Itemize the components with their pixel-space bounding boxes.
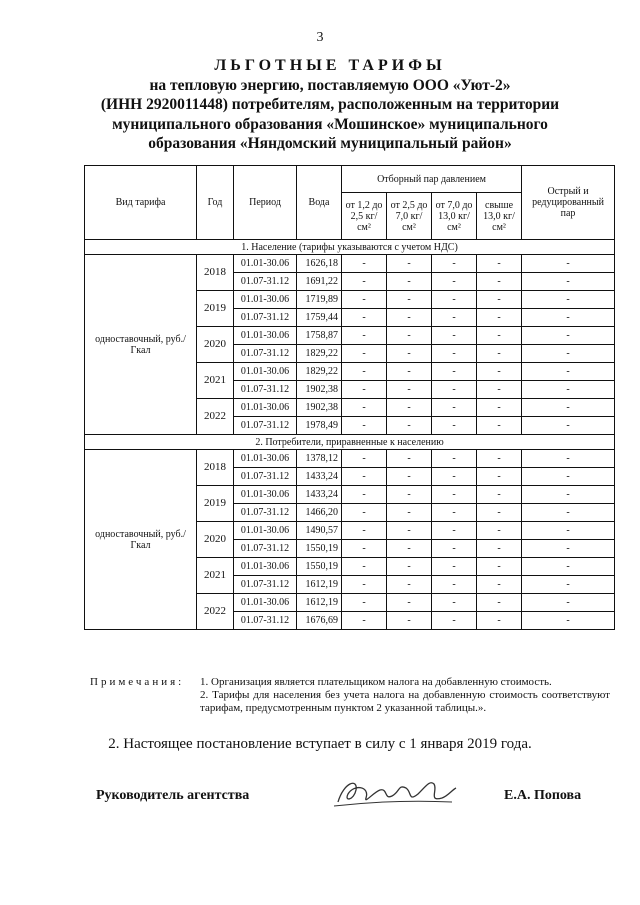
water-tariff-cell: 1433,24 <box>297 468 342 486</box>
steam-tariff-cell: - <box>387 576 432 594</box>
sharp-steam-cell: - <box>522 504 615 522</box>
steam-tariff-cell: - <box>342 468 387 486</box>
steam-tariff-cell: - <box>477 558 522 576</box>
water-tariff-cell: 1490,57 <box>297 522 342 540</box>
water-tariff-cell: 1719,89 <box>297 291 342 309</box>
year-cell: 2018 <box>197 255 234 291</box>
steam-tariff-cell: - <box>477 594 522 612</box>
steam-tariff-cell: - <box>342 327 387 345</box>
water-tariff-cell: 1902,38 <box>297 381 342 399</box>
steam-tariff-cell: - <box>387 345 432 363</box>
tariff-table <box>84 165 615 630</box>
notes-label: Примечания: <box>90 676 185 688</box>
sharp-steam-cell: - <box>522 309 615 327</box>
steam-tariff-cell: - <box>387 612 432 630</box>
header-steam-col: от 2,5 до 7,0 кг/см² <box>387 193 432 240</box>
steam-tariff-cell: - <box>387 504 432 522</box>
handwritten-signature <box>330 772 460 812</box>
steam-tariff-cell: - <box>387 522 432 540</box>
steam-tariff-cell: - <box>342 576 387 594</box>
steam-tariff-cell: - <box>432 558 477 576</box>
period-cell: 01.07-31.12 <box>234 381 297 399</box>
water-tariff-cell: 1691,22 <box>297 273 342 291</box>
steam-tariff-cell: - <box>477 345 522 363</box>
steam-tariff-cell: - <box>387 381 432 399</box>
steam-tariff-cell: - <box>342 504 387 522</box>
water-tariff-cell: 1978,49 <box>297 417 342 435</box>
period-cell: 01.01-30.06 <box>234 327 297 345</box>
water-tariff-cell: 1433,24 <box>297 486 342 504</box>
note-item: 1. Организация является плательщиком налога на добавленную стоимость. <box>200 676 552 688</box>
sharp-steam-cell: - <box>522 486 615 504</box>
steam-tariff-cell: - <box>432 450 477 468</box>
water-tariff-cell: 1378,12 <box>297 450 342 468</box>
steam-tariff-cell: - <box>477 486 522 504</box>
header-steam-col: свыше 13,0 кг/см² <box>477 193 522 240</box>
sharp-steam-cell: - <box>522 417 615 435</box>
period-cell: 01.07-31.12 <box>234 273 297 291</box>
period-cell: 01.07-31.12 <box>234 345 297 363</box>
steam-tariff-cell: - <box>432 327 477 345</box>
steam-tariff-cell: - <box>432 522 477 540</box>
table-row <box>85 450 615 468</box>
year-cell: 2020 <box>197 522 234 558</box>
steam-tariff-cell: - <box>387 363 432 381</box>
section-title: 2. Потребители, приравненные к населению <box>85 435 615 450</box>
sharp-steam-cell: - <box>522 540 615 558</box>
sharp-steam-cell: - <box>522 363 615 381</box>
period-cell: 01.07-31.12 <box>234 417 297 435</box>
steam-tariff-cell: - <box>342 381 387 399</box>
period-cell: 01.01-30.06 <box>234 522 297 540</box>
sharp-steam-cell: - <box>522 291 615 309</box>
sharp-steam-cell: - <box>522 345 615 363</box>
steam-tariff-cell: - <box>342 522 387 540</box>
period-cell: 01.07-31.12 <box>234 540 297 558</box>
period-cell: 01.07-31.12 <box>234 612 297 630</box>
period-cell: 01.07-31.12 <box>234 576 297 594</box>
steam-tariff-cell: - <box>477 273 522 291</box>
sharp-steam-cell: - <box>522 468 615 486</box>
signatory-name: Е.А. Попова <box>504 788 582 803</box>
title-heading: ЛЬГОТНЫЕ ТАРИФЫ <box>214 57 446 74</box>
year-cell: 2020 <box>197 327 234 363</box>
water-tariff-cell: 1466,20 <box>297 504 342 522</box>
year-cell: 2022 <box>197 399 234 435</box>
steam-tariff-cell: - <box>387 273 432 291</box>
sharp-steam-cell: - <box>522 450 615 468</box>
water-tariff-cell: 1612,19 <box>297 576 342 594</box>
steam-tariff-cell: - <box>342 309 387 327</box>
water-tariff-cell: 1758,87 <box>297 327 342 345</box>
header-period: Период <box>234 166 297 240</box>
steam-tariff-cell: - <box>387 291 432 309</box>
steam-tariff-cell: - <box>432 504 477 522</box>
steam-tariff-cell: - <box>432 612 477 630</box>
water-tariff-cell: 1759,44 <box>297 309 342 327</box>
steam-tariff-cell: - <box>477 291 522 309</box>
sharp-steam-cell: - <box>522 399 615 417</box>
title-line-4: муниципального образования «Мошинское» муниципального <box>112 115 548 133</box>
sharp-steam-cell: - <box>522 327 615 345</box>
header-steam-col: от 7,0 до 13,0 кг/см² <box>432 193 477 240</box>
steam-tariff-cell: - <box>432 486 477 504</box>
document-title <box>60 56 600 154</box>
period-cell: 01.07-31.12 <box>234 504 297 522</box>
water-tariff-cell: 1612,19 <box>297 594 342 612</box>
steam-tariff-cell: - <box>477 450 522 468</box>
year-cell: 2019 <box>197 291 234 327</box>
period-cell: 01.07-31.12 <box>234 468 297 486</box>
steam-tariff-cell: - <box>342 594 387 612</box>
steam-tariff-cell: - <box>387 558 432 576</box>
header-water: Вода <box>297 166 342 240</box>
steam-tariff-cell: - <box>342 363 387 381</box>
period-cell: 01.01-30.06 <box>234 594 297 612</box>
page-number: 3 <box>316 30 324 45</box>
steam-tariff-cell: - <box>477 504 522 522</box>
sharp-steam-cell: - <box>522 273 615 291</box>
steam-tariff-cell: - <box>387 255 432 273</box>
steam-tariff-cell: - <box>432 576 477 594</box>
steam-tariff-cell: - <box>432 399 477 417</box>
header-steam-group: Отборный пар давлением <box>342 166 522 193</box>
tariff-type-cell: одноставочный, руб./Гкал <box>85 255 197 435</box>
steam-tariff-cell: - <box>387 309 432 327</box>
steam-tariff-cell: - <box>342 450 387 468</box>
period-cell: 01.01-30.06 <box>234 363 297 381</box>
steam-tariff-cell: - <box>432 345 477 363</box>
steam-tariff-cell: - <box>342 486 387 504</box>
year-cell: 2019 <box>197 486 234 522</box>
period-cell: 01.01-30.06 <box>234 486 297 504</box>
steam-tariff-cell: - <box>342 399 387 417</box>
steam-tariff-cell: - <box>432 381 477 399</box>
steam-tariff-cell: - <box>342 558 387 576</box>
steam-tariff-cell: - <box>477 327 522 345</box>
steam-tariff-cell: - <box>477 522 522 540</box>
decree-text: 2. Настоящее постановление вступает в силу с 1 января 2019 года. <box>108 736 532 752</box>
steam-tariff-cell: - <box>432 468 477 486</box>
steam-tariff-cell: - <box>387 594 432 612</box>
period-cell: 01.01-30.06 <box>234 255 297 273</box>
header-steam-col: от 1,2 до 2,5 кг/см² <box>342 193 387 240</box>
steam-tariff-cell: - <box>342 345 387 363</box>
steam-tariff-cell: - <box>477 363 522 381</box>
steam-tariff-cell: - <box>432 273 477 291</box>
steam-tariff-cell: - <box>432 309 477 327</box>
steam-tariff-cell: - <box>342 255 387 273</box>
notes-items <box>200 676 610 715</box>
steam-tariff-cell: - <box>432 363 477 381</box>
section-title: 1. Население (тарифы указываются с учетом НДС) <box>85 240 615 255</box>
water-tariff-cell: 1829,22 <box>297 345 342 363</box>
sharp-steam-cell: - <box>522 594 615 612</box>
water-tariff-cell: 1902,38 <box>297 399 342 417</box>
water-tariff-cell: 1550,19 <box>297 558 342 576</box>
steam-tariff-cell: - <box>387 486 432 504</box>
header-sharp-steam: Острый и редуцированный пар <box>522 166 615 240</box>
sharp-steam-cell: - <box>522 381 615 399</box>
steam-tariff-cell: - <box>432 417 477 435</box>
water-tariff-cell: 1676,69 <box>297 612 342 630</box>
steam-tariff-cell: - <box>477 255 522 273</box>
tariff-type-cell: одноставочный, руб./Гкал <box>85 450 197 630</box>
sharp-steam-cell: - <box>522 255 615 273</box>
steam-tariff-cell: - <box>342 540 387 558</box>
steam-tariff-cell: - <box>432 291 477 309</box>
steam-tariff-cell: - <box>432 540 477 558</box>
period-cell: 01.01-30.06 <box>234 291 297 309</box>
steam-tariff-cell: - <box>342 417 387 435</box>
water-tariff-cell: 1626,18 <box>297 255 342 273</box>
table-row <box>85 255 615 273</box>
year-cell: 2021 <box>197 363 234 399</box>
steam-tariff-cell: - <box>477 399 522 417</box>
steam-tariff-cell: - <box>387 399 432 417</box>
steam-tariff-cell: - <box>477 540 522 558</box>
title-line-3: (ИНН 2920011448) потребителям, расположенным на территории <box>100 96 560 113</box>
steam-tariff-cell: - <box>342 291 387 309</box>
steam-tariff-cell: - <box>387 450 432 468</box>
header-tariff-type: Вид тарифа <box>85 166 197 240</box>
period-cell: 01.01-30.06 <box>234 450 297 468</box>
period-cell: 01.01-30.06 <box>234 558 297 576</box>
steam-tariff-cell: - <box>342 612 387 630</box>
water-tariff-cell: 1829,22 <box>297 363 342 381</box>
signatory-position: Руководитель агентства <box>96 788 250 803</box>
steam-tariff-cell: - <box>477 381 522 399</box>
year-cell: 2022 <box>197 594 234 630</box>
steam-tariff-cell: - <box>477 417 522 435</box>
steam-tariff-cell: - <box>432 594 477 612</box>
period-cell: 01.01-30.06 <box>234 399 297 417</box>
steam-tariff-cell: - <box>342 273 387 291</box>
steam-tariff-cell: - <box>477 612 522 630</box>
period-cell: 01.07-31.12 <box>234 309 297 327</box>
sharp-steam-cell: - <box>522 522 615 540</box>
sharp-steam-cell: - <box>522 612 615 630</box>
header-year: Год <box>197 166 234 240</box>
steam-tariff-cell: - <box>387 417 432 435</box>
note-item: 2. Тарифы для населения без учета налога на добавленную стоимость соответствуют тарифам, предусмотренным пунктом 2 указанной таблицы.». <box>200 689 610 714</box>
sharp-steam-cell: - <box>522 576 615 594</box>
year-cell: 2021 <box>197 558 234 594</box>
steam-tariff-cell: - <box>432 255 477 273</box>
steam-tariff-cell: - <box>387 540 432 558</box>
water-tariff-cell: 1550,19 <box>297 540 342 558</box>
title-line-5: образования «Няндомский муниципальный район» <box>148 135 512 152</box>
steam-tariff-cell: - <box>387 327 432 345</box>
steam-tariff-cell: - <box>477 309 522 327</box>
steam-tariff-cell: - <box>387 468 432 486</box>
steam-tariff-cell: - <box>477 468 522 486</box>
sharp-steam-cell: - <box>522 558 615 576</box>
title-line-2: на тепловую энергию, поставляемую ООО «Уют-2» <box>149 76 511 94</box>
year-cell: 2018 <box>197 450 234 486</box>
steam-tariff-cell: - <box>477 576 522 594</box>
